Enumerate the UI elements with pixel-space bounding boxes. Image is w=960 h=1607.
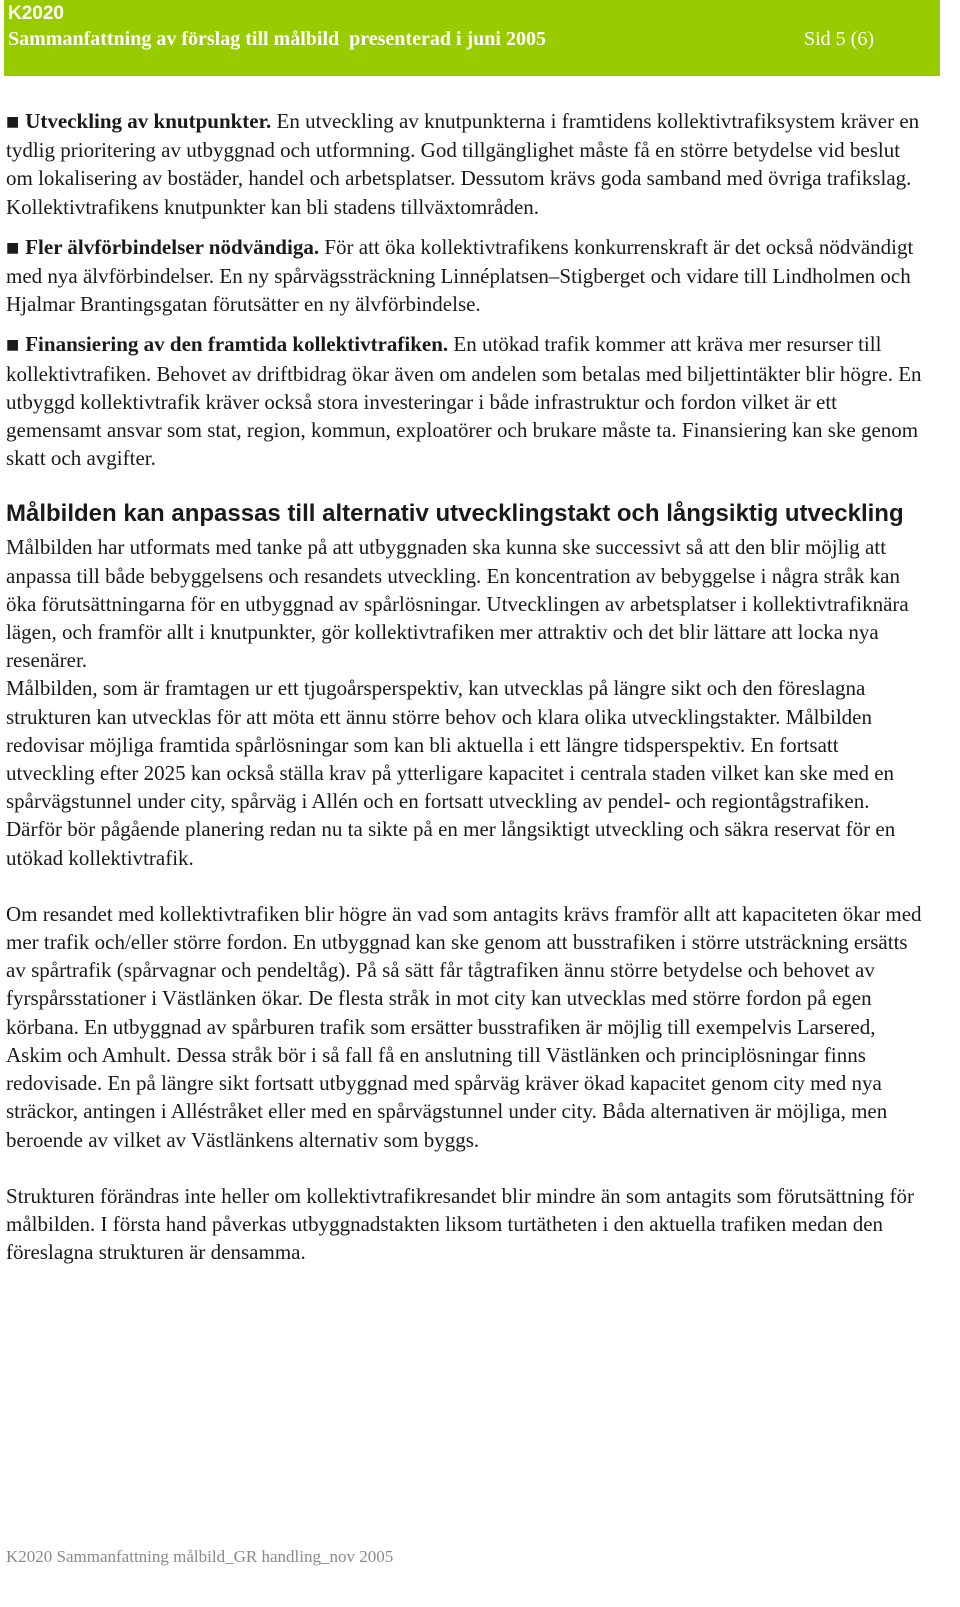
square-bullet-icon: ■ bbox=[6, 114, 20, 130]
body-paragraph: Målbilden, som är framtagen ur ett tjugoårsperspektiv, kan utvecklas på längre sikt och den föreslagna strukturen kan utvecklas för att möta ett ännu större behov och klara olika utvecklingstakter. Målbilden redovisar möjliga framtida spårlösningar som kan bli aktuella i ett längre tidsperspektiv. En fortsatt utveckling efter 2025 kan också ställa krav på ytterligare kapacitet i centrala staden vilket kan ske med en spårvägstunnel under city, spårväg i Allén och en fortsatt utveckling av pendel- och regiontågstrafiken. Därför bör pågående planering redan nu ta sikte på en mer långsiktigt utveckling och säkra reservat för en utökad kollektivtrafik. bbox=[6, 676, 896, 870]
header-title: Sammanfattning av förslag till målbild presenterad i juni 2005 bbox=[8, 28, 546, 50]
page-number: Sid 5 (6) bbox=[804, 28, 874, 50]
square-bullet-icon: ■ bbox=[6, 337, 20, 354]
body-paragraph: Om resandet med kollektivtrafiken blir högre än vad som antagits krävs framför allt att kapaciteten ökar med mer trafik och/eller större fordon. En utbyggnad kan ske genom att busstrafiken i större utsträckning ersätts av spårtrafik (spårvagnar och pendeltåg). På så sätt får tågtrafiken ännu större betydelse och behovet av fyrspårsstationer i Västlänken ökar. De flesta stråk in mot city kan utvecklas med större fordon på egen körbana. En utbyggnad av spårburen trafik som ersätter busstrafiken är möjlig till exempelvis Larsered, Askim och Amhult. Dessa stråk bör i så fall få en anslutning till Västlänken och principlösningar finns redovisade. En på längre sikt fortsatt utbyggnad med spårväg kräver ökad kapacitet genom city med nya sträckor, antingen i Alléstråket eller med en spårvägstunnel under city. Båda alternativen är möjliga, men beroende av vilket av Västlänkens alternativ som byggs. bbox=[6, 901, 922, 1152]
bullet-lead: Fler älvförbindelser nödvändiga. bbox=[25, 234, 320, 259]
bullet-paragraph bbox=[6, 330, 926, 472]
bullet-paragraph bbox=[6, 233, 926, 319]
square-bullet-icon: ■ bbox=[6, 239, 20, 256]
page-footer: K2020 Sammanfattning målbild_GR handling_nov 2005 bbox=[6, 1547, 394, 1566]
body-paragraph: Målbilden har utformats med tanke på att utbyggnaden ska kunna ske successivt så att den blir möjlig att anpassa till både bebyggelsens och resandets utveckling. En koncentration av bebyggelse i några stråk kan öka förutsättningarna för en utbyggnad av spårlösningar. Utvecklingen av arbetsplatser i kollektivtrafiknära lägen, och framför allt i knutpunkter, gör kollektivtrafiken mer attraktiv och det blir lättare att locka nya resenärer. bbox=[6, 535, 909, 673]
bullet-text: En utökad trafik kommer att kräva mer resurser till kollektivtrafiken. Behovet av driftbidrag ökar även om andelen som betalas med biljettintäkter blir högre. En utbyggd kollektivtrafik kräver också stora investeringar i både infrastruktur och fordon vilket är ett gemensamt ansvar som stat, region, kommun, exploatörer och brukare måste ta. Finansiering kan ske genom skatt och avgifter. bbox=[6, 332, 922, 471]
header-code: K2020 bbox=[8, 3, 64, 24]
document-body bbox=[6, 107, 926, 1266]
bullet-lead: Utveckling av knutpunkter. bbox=[25, 109, 272, 133]
bullet-lead: Finansiering av den framtida kollektivtrafiken. bbox=[25, 332, 449, 357]
bullet-paragraph bbox=[6, 107, 926, 221]
section-heading: Målbilden kan anpassas till alternativ utvecklingstakt och långsiktig utveckling bbox=[6, 500, 904, 528]
bullet-text: För att öka kollektivtrafikens konkurrenskraft är det också nödvändigt med nya älvförbindelser. En ny spårvägssträckning Linnéplatsen–Stigberget och vidare till Lindholmen och Hjalmar Brantingsgatan förutsätter en ny älvförbindelse. bbox=[6, 234, 914, 317]
page-header bbox=[4, 0, 940, 76]
bullet-text: En utveckling av knutpunkterna i framtidens kollektivtrafiksystem kräver en tydlig prioritering av utbyggnad och utformning. God tillgänglighet måste få en större betydelse vid beslut om lokalisering av bostäder, handel och arbetsplatser. Dessutom krävs goda samband med övriga trafikslag. Kollektivtrafikens knutpunkter kan bli stadens tillväxtområden. bbox=[6, 109, 920, 219]
body-paragraph: Strukturen förändras inte heller om kollektivtrafikresandet blir mindre än som antagits som förutsättning för målbilden. I första hand påverkas utbyggnadstakten liksom turtätheten i den aktuella trafiken medan den föreslagna strukturen är densamma. bbox=[6, 1183, 915, 1265]
